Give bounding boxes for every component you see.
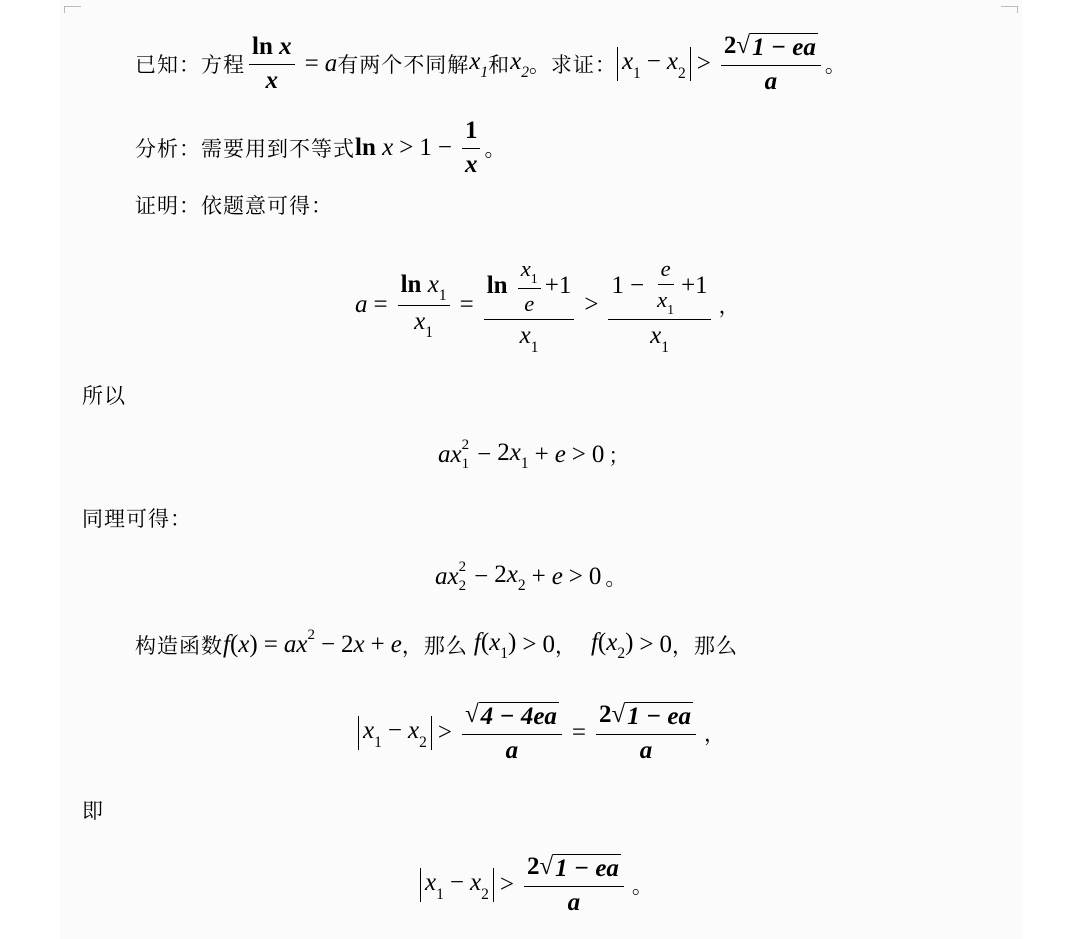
proof-label: 证明： (135, 194, 201, 218)
construct-function-statement: 构造函数 f(x) = ax 2 − 2x + e ，那么 $f(x_1)$ > 0 ， $f(x_2)$ > 0 ，那么 (135, 626, 739, 663)
page-corner-mark (1001, 6, 1018, 13)
fraction-1-minus-e-over-x1-plus-1: 1 − $\frac{e}{x_1}$ + 1 $x_1$ (608, 256, 710, 354)
analysis-statement: 分析： 需要用到不等式 ln x > 1 − $\frac{1}{x}$ 。 (135, 116, 507, 178)
word-namely: 即 (82, 799, 104, 823)
abs-x1-minus-x2: $x_1 - x_2$ (617, 47, 691, 81)
fraction-2sqrt-1-ea-over-a-final: 2 √ 1 − ea a (524, 853, 624, 918)
fraction-lnx-over-x: $\frac{\text{ln x}}{x}$ (249, 33, 295, 96)
fraction-1-over-x: $\frac{1}{x}$ (462, 117, 481, 180)
proof-statement: 证明： 依题意可得： (135, 190, 333, 220)
analysis-label: 分析： (135, 137, 201, 161)
fraction-sqrt4-4ea-over-a: √ 4 − 4ea a (462, 701, 562, 766)
inequality-x2: ax 2 2 − $2x_2$ + e > 0 。 (435, 559, 627, 595)
equation-a-chain: a = $\frac{\ln x_1}{x_1}$ = ln $\frac{x_1}{e}$ + 1 $x_1$ > 1 − $\frac{e}{x_1}$ + 1 $x_1$ ， (355, 255, 740, 356)
fraction-lnx1-over-x1: $\frac{\ln x_1}{x_1}$ (398, 271, 450, 340)
given-text-two-solutions: 有两个不同解 (337, 53, 470, 77)
final-inequality: $x_1 - x_2$ > 2 √ 1 − ea a 。 (420, 850, 657, 920)
given-text: 方程 (201, 53, 245, 77)
fraction-2sqrt-over-a: 2 √ 1 − ea a (721, 32, 821, 97)
given-statement: 已知： 方程 $\frac{\text{ln x}}{x}$ = a 有两个不同解 $x_1$ 和 $x_2$ 。求证： $x_1 - x_2$ > 2 √ 1 − ea a 。 (135, 31, 847, 95)
page-corner-mark (64, 6, 81, 13)
prove-label: 。求证： (528, 53, 617, 77)
fraction-2sqrt-1-ea-over-a: 2 √ 1 − ea a (596, 701, 696, 766)
fraction-ln-x1-over-e-plus-1: ln $\frac{x_1}{e}$ + 1 $x_1$ (484, 256, 575, 354)
word-similarly: 同理可得： (82, 507, 192, 531)
word-so: 所以 (82, 384, 126, 408)
given-label: 已知： (135, 53, 201, 77)
inequality-x1: ax 2 1 − $2x_1$ + e > 0 ； (438, 437, 630, 473)
inequality-abs-chain: $x_1 - x_2$ > √ 4 − 4ea a = 2 √ 1 − ea a ， (358, 698, 729, 768)
